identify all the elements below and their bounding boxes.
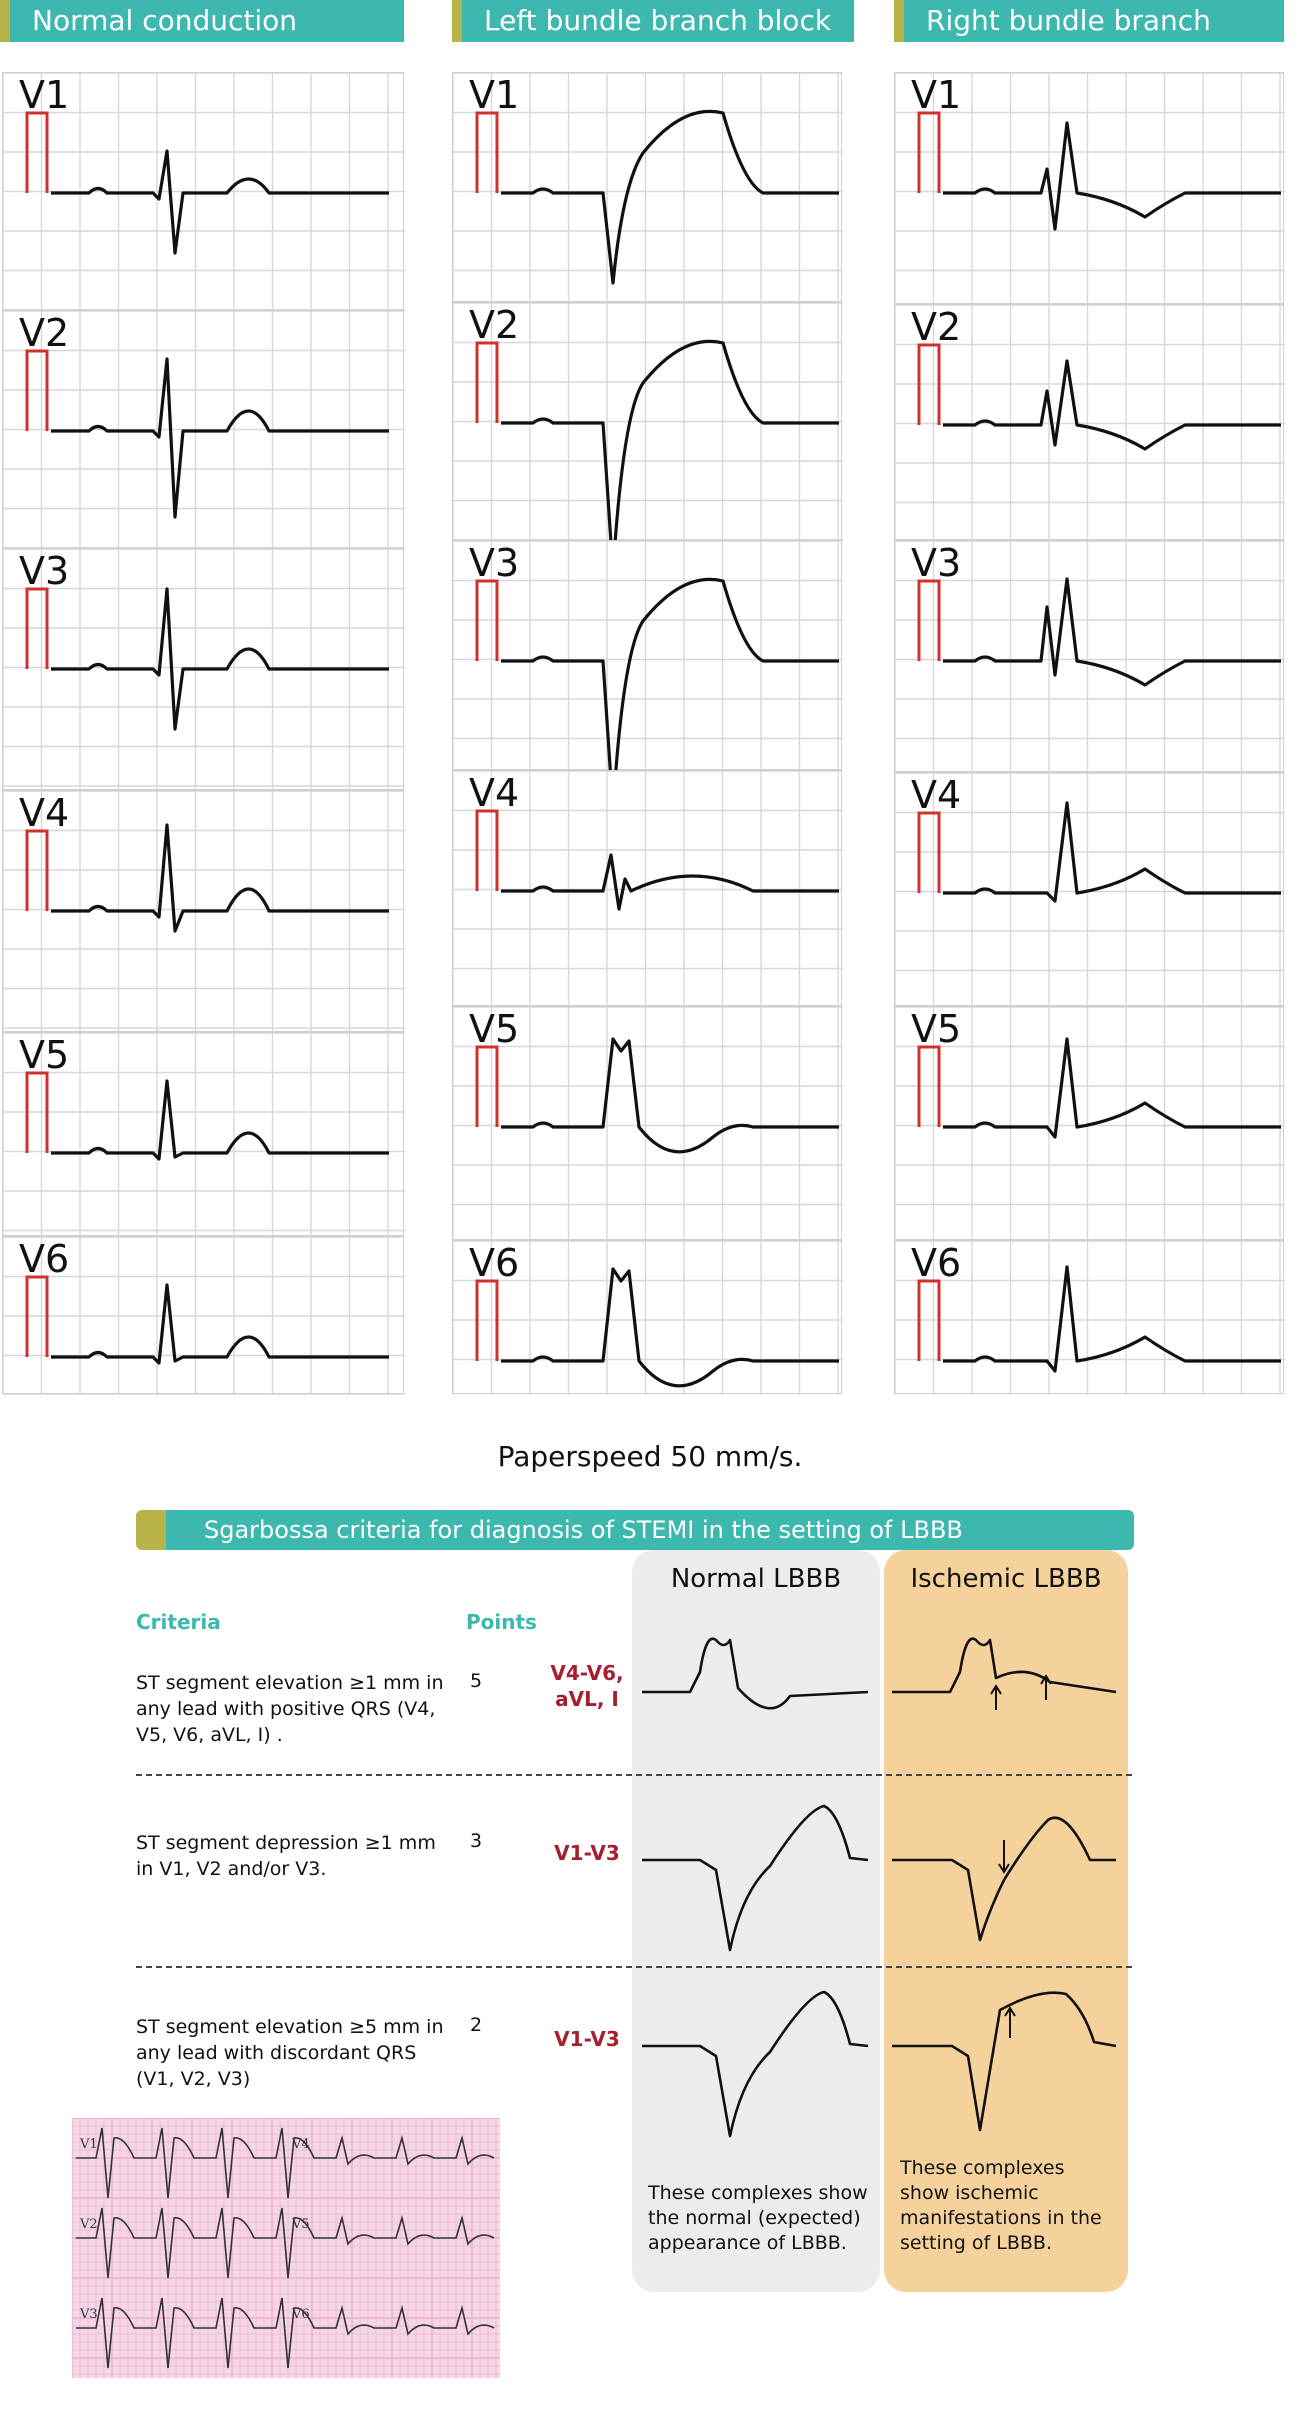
lead-label: V1	[911, 73, 962, 117]
ischemic-lbbb-discordant	[892, 1993, 1116, 2130]
lead-label: V5	[911, 1007, 962, 1051]
thumb-lead-label: V2	[80, 2217, 98, 2232]
lead-label: V2	[19, 311, 70, 355]
criterion-2-leads-line1: V1-V3	[554, 1841, 620, 1865]
normal-lbbb-positive	[642, 1639, 868, 1709]
lead-label: V6	[911, 1241, 962, 1285]
thumb-lead-label: V5	[292, 2217, 310, 2232]
lead-label: V5	[19, 1033, 70, 1077]
criterion-3-text: ST segment elevation ≥5 mm in any lead with discordant QRS (V1, V2, V3)	[136, 2016, 444, 2090]
header-rbbb: Right bundle branch block	[894, 0, 1284, 42]
paperspeed-caption: Paperspeed 50 mm/s.	[497, 1440, 803, 1473]
ischemic-lbbb-description: These complexes show ischemic manifestations in the setting of LBBB.	[900, 2157, 1102, 2254]
thumb-trace	[76, 2128, 494, 2198]
ischemic-lbbb-negative	[892, 1818, 1116, 1940]
criterion-1-text: ST segment elevation ≥1 mm in any lead with positive QRS (V4, V5, V6, aVL, I) .	[136, 1672, 444, 1746]
sgarbossa-title: Sgarbossa criteria for diagnosis of STEMI in the setting of LBBB	[136, 1510, 1134, 1550]
lead-label: V3	[19, 549, 70, 593]
ischemic-lbbb-title: Ischemic LBBB	[910, 1564, 1102, 1594]
lead-label: V2	[469, 303, 520, 347]
header-normal-conduction: Normal conduction	[0, 0, 404, 42]
normal-lbbb-description: These complexes show the normal (expected) appearance of LBBB.	[648, 2182, 868, 2254]
thumb-lead-label: V3	[80, 2307, 98, 2322]
points-header: Points	[466, 1610, 537, 1634]
criteria-header: Criteria	[136, 1610, 221, 1634]
normal-lbbb-title: Normal LBBB	[670, 1564, 842, 1594]
lead-label: V1	[469, 73, 520, 117]
thumb-lead-label: V6	[292, 2307, 310, 2322]
normal-lbbb-negative	[642, 1806, 868, 1950]
ischemic-lbbb-positive	[892, 1639, 1116, 1692]
criterion-2-text: ST segment depression ≥1 mm in V1, V2 and/or V3.	[136, 1832, 436, 1880]
sample-ecg-thumbnail	[72, 2118, 500, 2378]
lead-label: V3	[469, 541, 520, 585]
criterion-1-leads-line1: V4-V6,	[550, 1661, 624, 1685]
sample-ecg-strip	[72, 2118, 500, 2378]
lead-label: V5	[469, 1007, 520, 1051]
lead-label: V6	[469, 1241, 520, 1285]
criterion-2-points: 3	[470, 1830, 483, 1852]
lead-label: V4	[19, 791, 70, 835]
lead-label: V4	[469, 771, 520, 815]
thumb-lead-label: V1	[80, 2137, 98, 2152]
lead-label: V2	[911, 305, 962, 349]
lead-label: V6	[19, 1237, 70, 1281]
criterion-1-points: 5	[470, 1670, 483, 1692]
thumb-trace	[76, 2208, 494, 2278]
criterion-3-points: 2	[470, 2014, 483, 2036]
lead-label: V3	[911, 541, 962, 585]
lead-label: V4	[911, 773, 962, 817]
thumb-lead-label: V4	[292, 2137, 310, 2152]
criterion-3-leads-line1: V1-V3	[554, 2027, 620, 2051]
criterion-1-leads-line2: aVL, I	[555, 1687, 619, 1711]
lead-label: V1	[19, 73, 70, 117]
header-lbbb: Left bundle branch block	[452, 0, 854, 42]
normal-lbbb-discordant	[642, 1992, 868, 2136]
